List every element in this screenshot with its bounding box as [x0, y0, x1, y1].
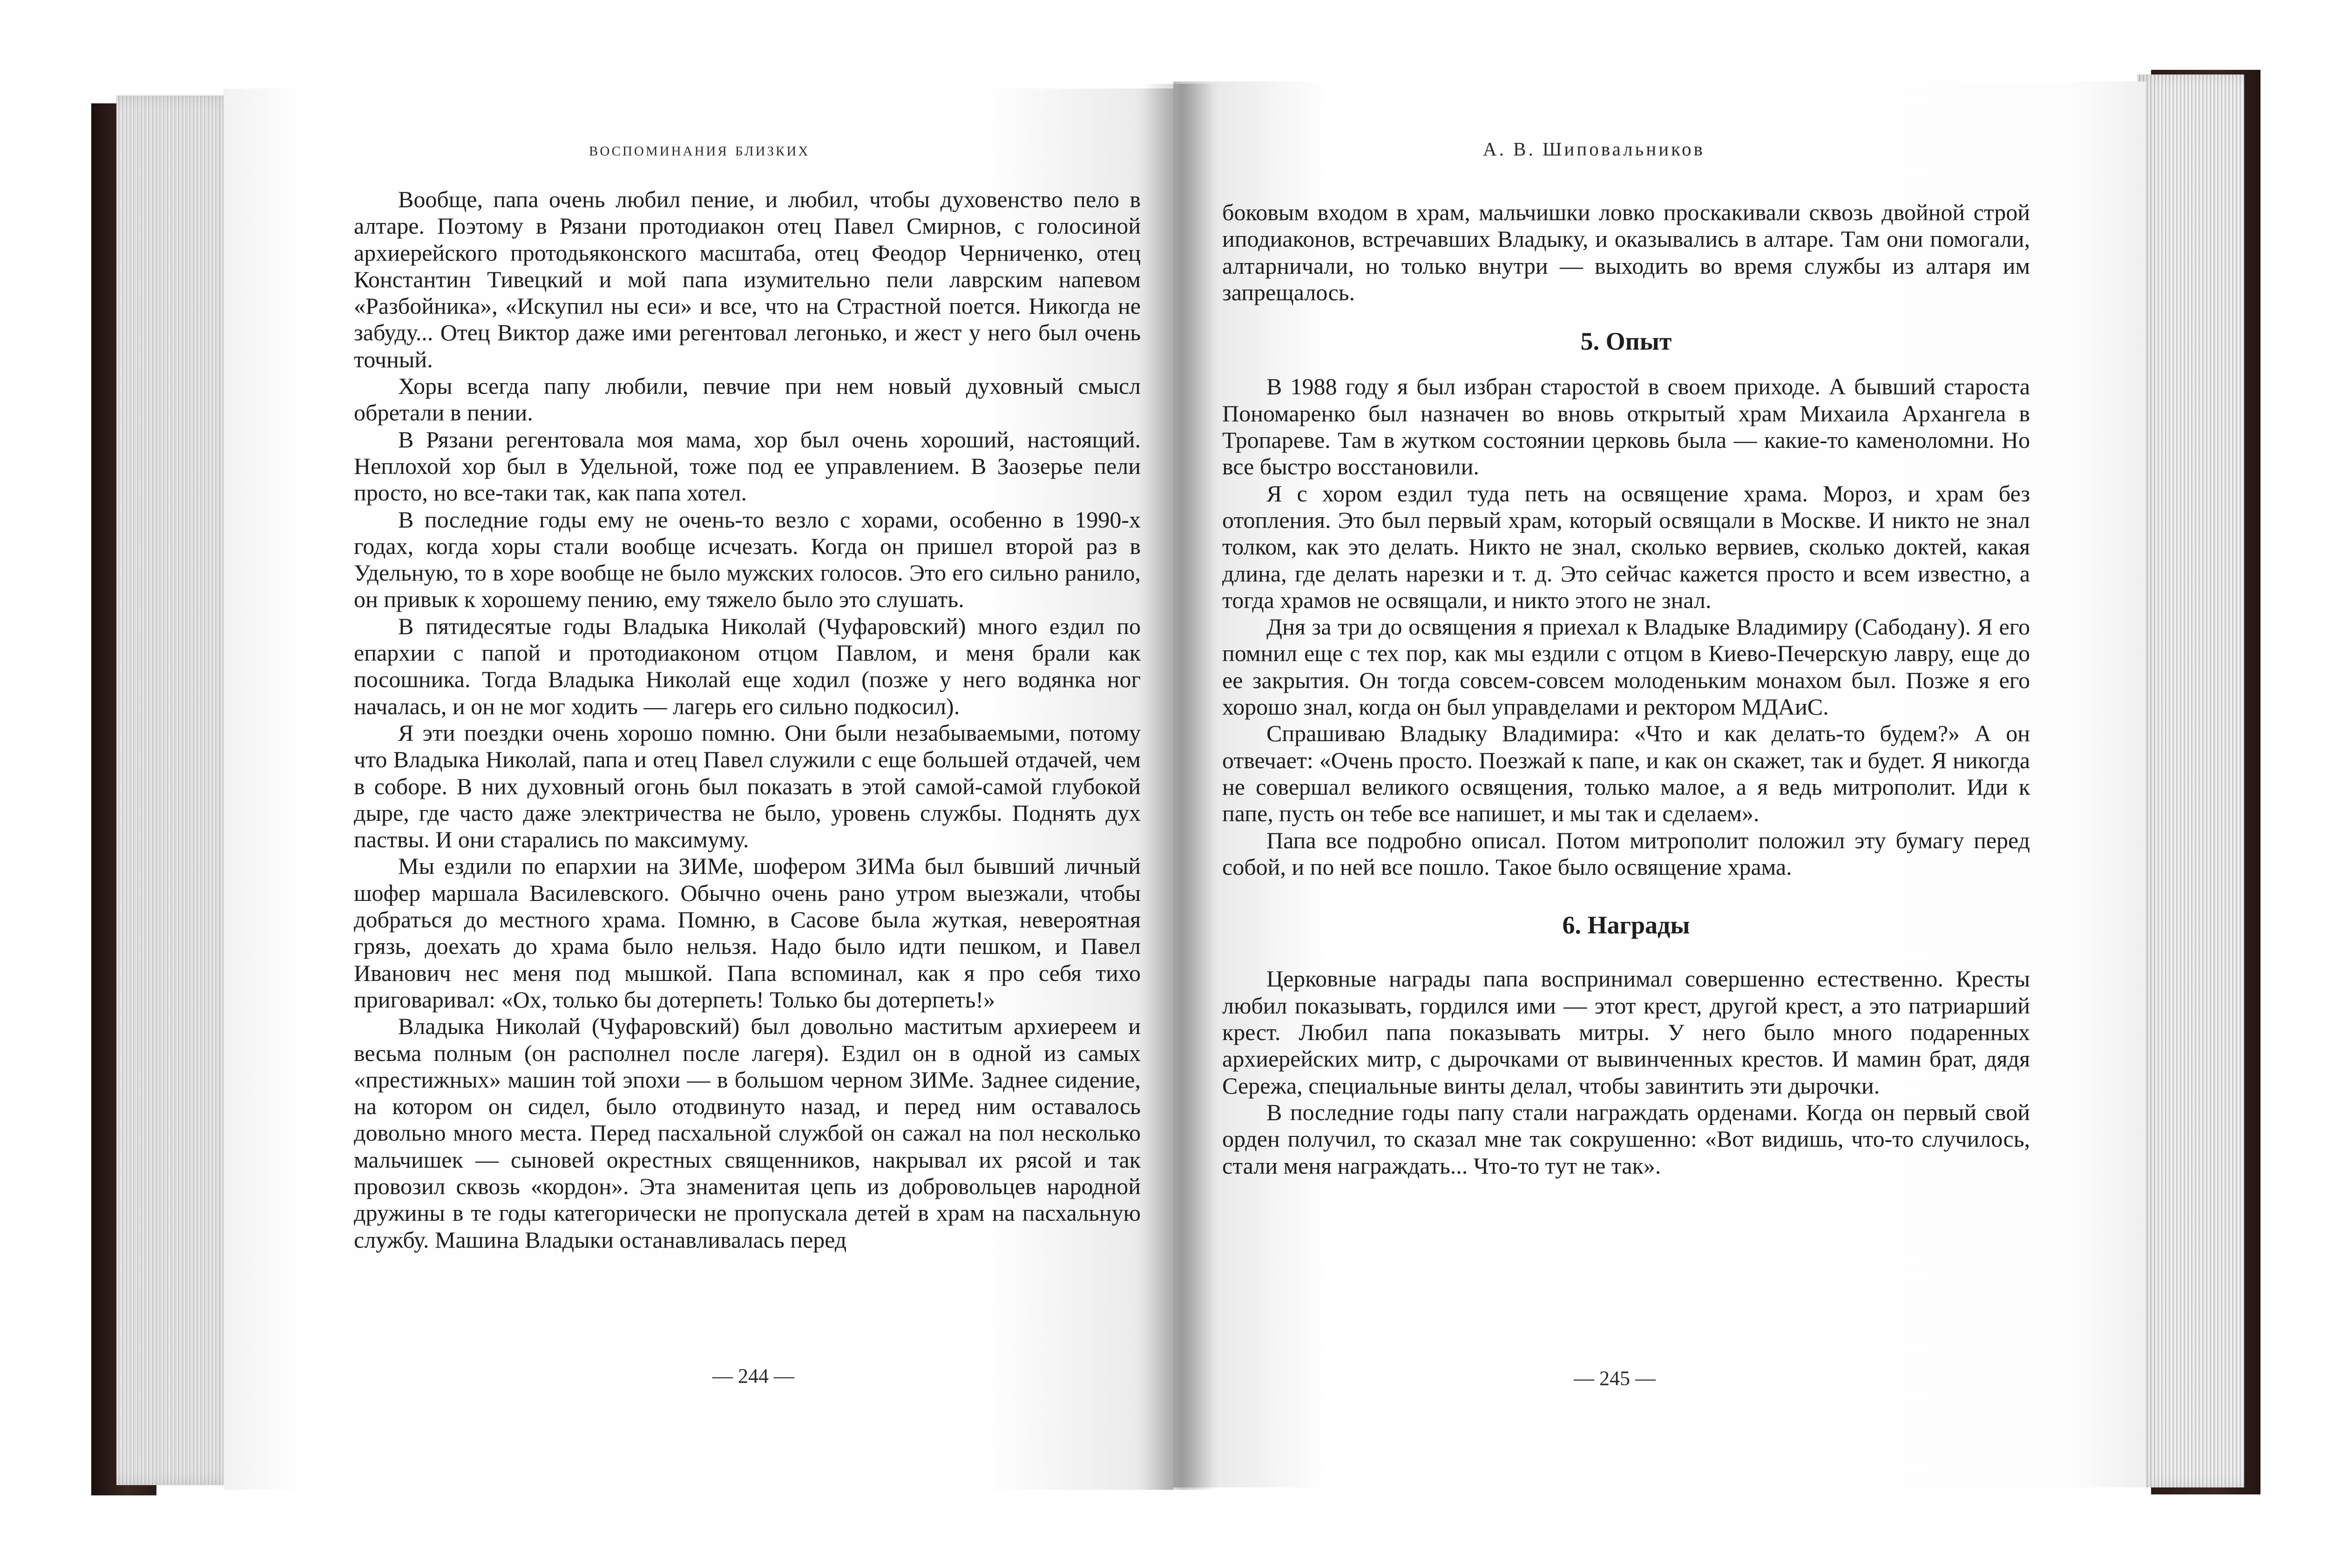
page-number-right: — 245 —	[1574, 1367, 1656, 1390]
paragraph: Хоры всегда папу любили, певчие при нем новый духовный смысл обретали в пении.	[354, 373, 1141, 426]
paragraph-continued: боковым входом в храм, мальчишки ловко проскакивали сквозь двойной строй иподиаконов, встречавших Владыку, и оказывались в алтаре. Там они помогали, алтарничали, но только внутри — выходить во время службы из алтаря им запрещалось.	[1222, 199, 2030, 305]
paragraph: Владыка Николай (Чуфаровский) был довольно маститым архиереем и весьма полным (он располнел после лагеря). Ездил он в одной из самых «престижных» машин той эпохи — в большом черном ЗИМе. Заднее сидение, на котором он сидел, было отодвинуто назад, и перед ним оставалось довольно много места. Перед пасхальной службой он сажал на пол несколько мальчишек — сыновей окрестных священников, накрывал их рясой и так провозил сквозь «кордон». Эта знаменитая цепь из добровольцев народной дружины в те годы категорически не пропускала детей в храм на пасхальную службу. Машина Владыки останавливалась перед	[354, 1013, 1141, 1253]
page-edges-right	[2137, 74, 2244, 1487]
paragraph: В последние годы ему не очень-то везло с хорами, особенно в 1990-х годах, когда хоры стали вообще исчезать. Когда он пришел второй раз в Удельную, то в хоре вообще не было мужских голосов. Это его сильно ранило, он привык к хорошему пению, ему тяжело было это слушать.	[354, 506, 1141, 613]
section-heading-5: 5. Опыт	[1580, 327, 1672, 356]
paragraph: В пятидесятые годы Владыка Николай (Чуфаровский) много ездил по епархии с папой и протодиаконом отцом Павлом, и меня брали как посошника. Тогда Владыка Николай еще ходил (позже у него водянка ног началась, и он не мог ходить — лагерь его сильно подкосил).	[354, 613, 1141, 719]
paragraph: Спрашиваю Владыку Владимира: «Что и как делать-то будем?» А он отвечает: «Очень просто. Поезжай к папе, и как он скажет, так и будет. Я никогда не совершал великого освящения, только малое, а я ведь митрополит. Иди к папе, пусть он тебе все напишет, и мы так и сделаем».	[1222, 720, 2030, 827]
paragraph: В Рязани регентовала моя мама, хор был очень хороший, настоящий. Неплохой хор был в Удельной, тоже под ее управлением. В Заозерье пели просто, но все-таки так, как папа хотел.	[354, 426, 1141, 506]
paragraph: Папа все подробно описал. Потом митрополит положил эту бумагу перед собой, и по ней все пошло. Такое было освящение храма.	[1222, 827, 2030, 880]
page-edges-left	[116, 95, 237, 1485]
paragraph: В 1988 году я был избран старостой в своем приходе. А бывший староста Пономаренко был назначен во вновь открытый храм Михаила Архангела в Тропареве. Там в жутком состоянии церковь была — какие-то каменоломни. Но все быстро восстановили.	[1222, 373, 2030, 480]
book-gutter	[1143, 84, 1218, 1490]
paragraph: В последние годы папу стали награждать орденами. Когда он первый свой орден получил, то сказал мне так сокрушенно: «Вот видишь, что-то случилось, стали меня награждать... Что-то тут не так».	[1222, 1099, 2030, 1179]
paragraph: Дня за три до освящения я приехал к Владыке Владимиру (Сабодану). Я его помнил еще с тех пор, как мы ездили с отцом в Киево-Печерскую лавру, еще до ее закрытия. Он тогда совсем-совсем молоденьким монахом был. Позже я его хорошо знал, когда он был управделами и ректором МДАиС.	[1222, 614, 2030, 720]
paragraph: Я эти поездки очень хорошо помню. Они были незабываемыми, потому что Владыка Николай, папа и отец Павел служили с еще большей отдачей, чем в соборе. В них духовный огонь был показать в этой самой-самой глубокой дыре, где часто даже электричества не было, уровень службы. Поднять дух паствы. И они старались по максимуму.	[354, 719, 1141, 853]
paragraph: Церковные награды папа воспринимал совершенно естественно. Кресты любил показывать, гордился ими — этот крест, другой крест, а это патриарший крест. Любил папа показывать митры. У него было много подаренных архиерейских митр, с дырочками от вывинченных крестов. И мамин брат, дядя Сережа, специальные винты делал, чтобы завинтить эти дырочки.	[1222, 966, 2030, 1099]
right-running-head: А. В. Шиповальников	[1483, 138, 1705, 160]
section-heading-6: 6. Награды	[1562, 911, 1690, 939]
left-page-text	[354, 186, 1141, 1253]
paragraph: Я с хором ездил туда петь на освящение храма. Мороз, и храм без отопления. Это был первый храм, который освящали в Москве. И никто не знал толком, как это делать. Никто не знал, сколько вервиев, сколько доктей, какая длина, где делать нарезки и т. д. Это сейчас кажется просто и всем известно, а тогда храмов не освящали, и никто этого не знал.	[1222, 480, 2030, 613]
page-number-left: — 244 —	[712, 1365, 794, 1387]
paragraph: Мы ездили по епархии на ЗИМе, шофером ЗИМа был бывший личный шофер маршала Василевского. Обычно очень рано утром выезжали, чтобы добраться до местного храма. Помню, в Сасове была жуткая, невероятная грязь, доехать до храма было нельзя. Надо было идти пешком, и Павел Иванович нес меня под мышкой. Папа вспоминал, как я про себя тихо приговаривал: «Ох, только бы дотерпеть! Только бы дотерпеть!»	[354, 853, 1141, 1013]
right-page-text	[1222, 199, 2030, 1179]
left-running-head: воспоминания близких	[589, 138, 810, 160]
paragraph: Вообще, папа очень любил пение, и любил, чтобы духовенство пело в алтаре. Поэтому в Рязани протодиакон отец Павел Смирнов, с голосиной архиерейского протодьяконского масштаба, отец Феодор Черниченко, отец Константин Тивецкий и мой папа изумительно пели лаврским напевом «Разбойника», «Искупил ны еси» и все, что на Страстной поется. Никогда не забуду... Отец Виктор даже ими регентовал легонько, и жест у него был очень точный.	[354, 186, 1141, 372]
